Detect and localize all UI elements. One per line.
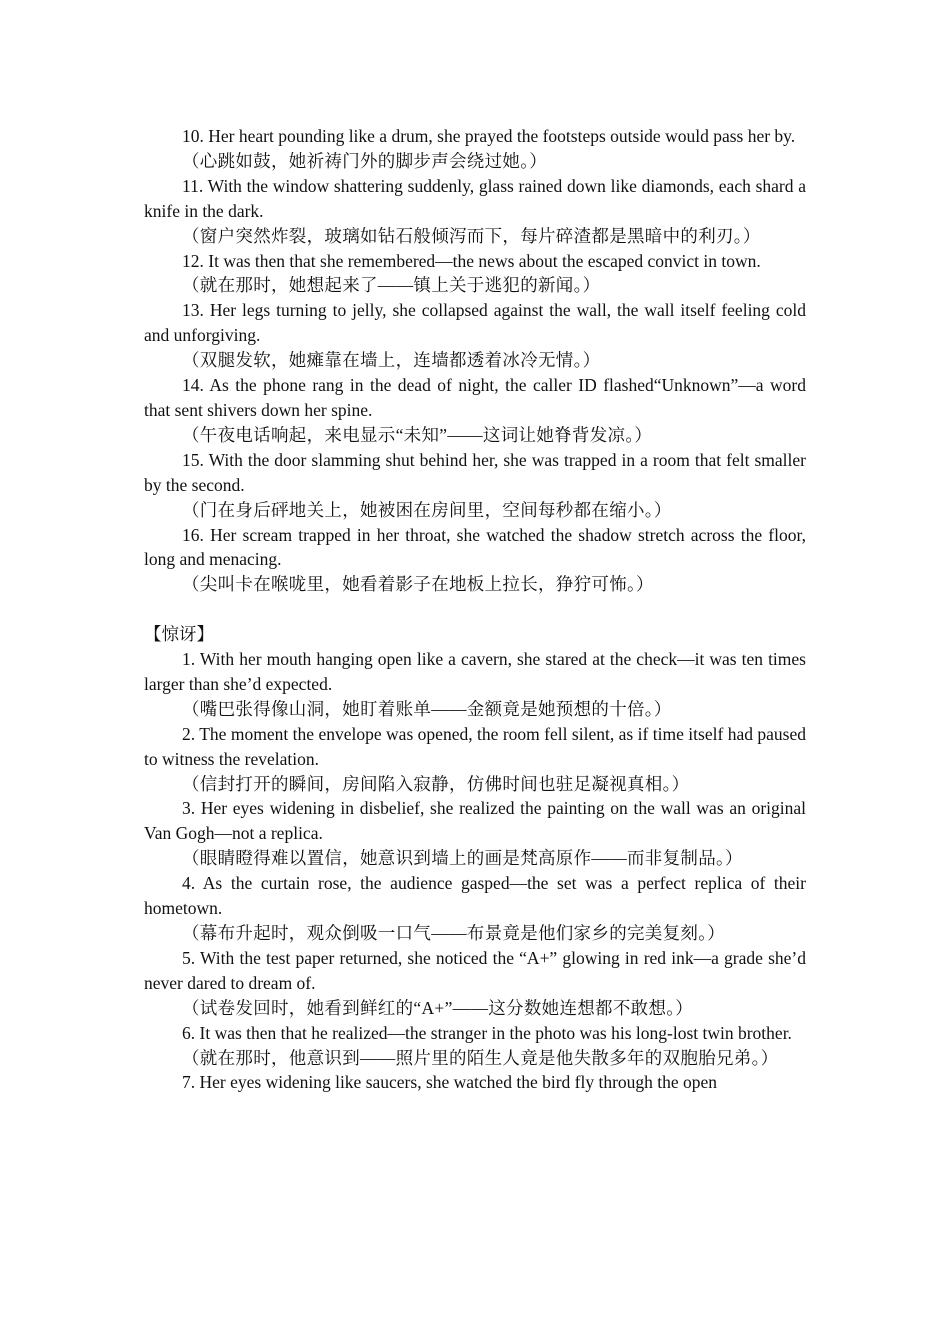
section-heading-surprise: 【惊讶】 (144, 624, 214, 645)
surprise-5-en: 5. With the test paper returned, she noticed the “A+” glowing in red ink—a grade she’d never dared to dream of. (144, 947, 806, 993)
sentence-13-en: 13. Her legs turning to jelly, she collapsed against the wall, the wall itself feeling cold and unforgiving. (144, 300, 806, 346)
sentence-11-zh: （窗户突然炸裂，玻璃如钻石般倾泻而下，每片碎渣都是黑暗中的利刃。） (182, 225, 761, 246)
document-body (144, 124, 806, 1095)
sentence-15-en: 15. With the door slamming shut behind her, she was trapped in a room that felt smaller by the second. (144, 449, 806, 495)
sentence-14-en: 14. As the phone rang in the dead of night, the caller ID flashed“Unknown”—a word that sent shivers down her spine. (144, 375, 806, 420)
sentence-16-zh: （尖叫卡在喉咙里，她看着影子在地板上拉长，狰狞可怖。） (182, 574, 654, 595)
sentence-11-en: 11. With the window shattering suddenly, glass rained down like diamonds, each shard a knife in the dark. (144, 175, 806, 221)
surprise-2-zh: （信封打开的瞬间，房间陷入寂静，仿佛时间也驻足凝视真相。） (182, 773, 690, 794)
surprise-1-en: 1. With her mouth hanging open like a cavern, she stared at the check—it was ten times larger than she’d expected. (144, 649, 806, 694)
surprise-7-en: 7. Her eyes widening like saucers, she watched the bird fly through the open (182, 1072, 718, 1093)
surprise-6-zh: （就在那时，他意识到——照片里的陌生人竟是他失散多年的双胞胎兄弟。） (182, 1047, 779, 1068)
sentence-12-en: 12. It was then that she remembered—the news about the escaped convict in town. (182, 250, 761, 271)
surprise-3-zh: （眼睛瞪得难以置信，她意识到墙上的画是梵高原作——而非复制品。） (182, 848, 743, 869)
sentence-10-en: 10. Her heart pounding like a drum, she prayed the footsteps outside would pass her by. (182, 126, 796, 146)
spacer (144, 597, 806, 622)
sentence-13-zh: （双腿发软，她瘫靠在墙上，连墙都透着冰冷无情。） (182, 350, 601, 371)
surprise-4-en: 4. As the curtain rose, the audience gasped—the set was a perfect replica of their hometown. (144, 873, 806, 919)
surprise-5-zh: （试卷发回时，她看到鲜红的“A+”——这分数她连想都不敢想。） (182, 997, 694, 1018)
surprise-2-en: 2. The moment the envelope was opened, the room fell silent, as if time itself had paused to witness the revelation. (144, 723, 806, 769)
sentence-15-zh: （门在身后砰地关上，她被困在房间里，空间每秒都在缩小。） (182, 499, 672, 520)
surprise-1-zh: （嘴巴张得像山洞，她盯着账单——金额竟是她预想的十倍。） (182, 698, 672, 719)
sentence-16-en: 16. Her scream trapped in her throat, she watched the shadow stretch across the floor, long and menacing. (144, 524, 806, 570)
surprise-3-en: 3. Her eyes widening in disbelief, she realized the painting on the wall was an original Van Gogh—not a replica. (144, 798, 806, 844)
sentence-14-zh: （午夜电话响起，来电显示“未知”——这词让她脊背发凉。） (182, 424, 653, 445)
sentence-10-zh: （心跳如鼓，她祈祷门外的脚步声会绕过她。） (182, 150, 548, 171)
surprise-6-en: 6. It was then that he realized—the stranger in the photo was his long-lost twin brother. (182, 1022, 792, 1043)
sentence-12-zh: （就在那时，她想起来了——镇上关于逃犯的新闻。） (182, 275, 601, 296)
surprise-4-zh: （幕布升起时，观众倒吸一口气——布景竟是他们家乡的完美复刻。） (182, 922, 726, 943)
